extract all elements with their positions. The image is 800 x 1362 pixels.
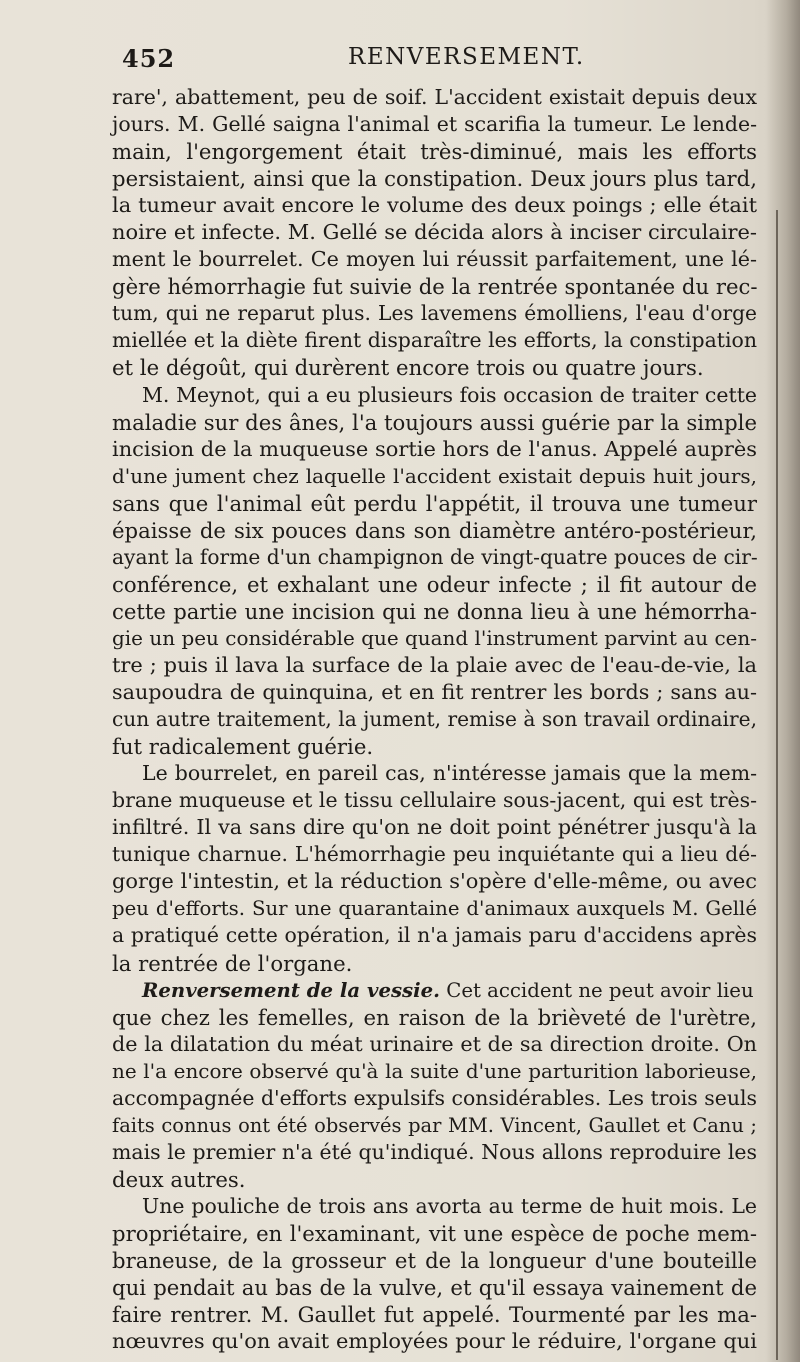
text-line: braneuse, de la grosseur et de la longueur d'une bouteille xyxy=(112,1248,757,1274)
text-line: accompagnée d'efforts expulsifs considérables. Les trois seuls xyxy=(112,1085,758,1110)
paragraph xyxy=(112,382,757,761)
text-line: la tumeur avait encore le volume des deux poings ; elle était xyxy=(112,193,757,218)
text-line: gie un peu considérable que quand l'instrument parvint au cen- xyxy=(112,625,757,650)
text-line: la rentrée de l'organe. xyxy=(112,950,353,976)
text-line: a pratiqué cette opération, il n'a jamais paru d'accidens après xyxy=(112,923,757,948)
text-fragment: Cet accident ne peut avoir lieu xyxy=(440,978,754,1002)
text-line: épaisse de six pouces dans son diamètre antéro-postérieur, xyxy=(112,517,757,543)
text-line: noire et infecte. M. Gellé se décida alors à inciser circulaire- xyxy=(112,220,757,245)
text-line: tre ; puis il lava la surface de la plaie avec de l'eau-de-vie, la xyxy=(112,652,757,677)
text-line: deux autres. xyxy=(112,1166,246,1192)
book-spine-shadow xyxy=(766,0,800,1362)
text-line: infiltré. Il va sans dire qu'on ne doit point pénétrer jusqu'à la xyxy=(112,815,757,840)
text-line: maladie sur des ânes, l'a toujours aussi guérie par la simple xyxy=(112,409,757,435)
text-line: main, l'engorgement était très-diminué, mais les efforts xyxy=(112,139,757,165)
text-line: de la dilatation du méat urinaire et de sa direction droite. On xyxy=(112,1031,757,1056)
text-line: nœuvres qu'on avait employées pour le réduire, l'organe qui xyxy=(112,1329,757,1354)
text-line: faire rentrer. M. Gaullet fut appelé. Tourmenté par les ma- xyxy=(112,1302,757,1328)
text-line xyxy=(112,977,757,1004)
text-line: tum, qui ne reparut plus. Les lavemens émolliens, l'eau d'orge xyxy=(112,301,757,326)
text-line: fut radicalement guérie. xyxy=(112,734,374,760)
text-line: Une pouliche de trois ans avorta au terme de huit mois. Le xyxy=(142,1193,757,1218)
text-line: rare', abattement, peu de soif. L'accident existait depuis deux xyxy=(112,85,757,109)
text-line: gère hémorrhagie fut suivie de la rentrée spontanée du rec- xyxy=(112,274,758,300)
text-line: cette partie une incision qui ne donna lieu à une hémorrha- xyxy=(112,598,757,624)
text-line: brane muqueuse et le tissu cellulaire sous-jacent, qui est très- xyxy=(112,788,757,813)
text-line: et le dégoût, qui durèrent encore trois ou quatre jours. xyxy=(112,355,704,381)
text-line: sans que l'animal eût perdu l'appétit, il trouva une tumeur xyxy=(112,490,757,516)
page-edge-line xyxy=(776,210,778,1360)
paragraph xyxy=(112,760,757,976)
paragraph xyxy=(112,84,757,382)
page-header xyxy=(122,44,722,84)
text-line: cun autre traitement, la jument, remise à son travail ordinaire, xyxy=(112,707,758,732)
text-line: ayant la forme d'un champignon de vingt-quatre pouces de cir- xyxy=(112,544,758,569)
text-line: que chez les femelles, en raison de la brièveté de l'urètre, xyxy=(112,1004,757,1030)
page-number: 452 xyxy=(122,44,176,73)
running-title: RENVERSEMENT. xyxy=(348,44,585,70)
text-line: propriétaire, en l'examinant, vit une espèce de poche mem- xyxy=(112,1220,757,1246)
text-line: gorge l'intestin, et la réduction s'opère d'elle-même, ou avec xyxy=(112,869,757,894)
text-line: saupoudra de quinquina, et en fit rentrer les bords ; sans au- xyxy=(112,680,757,705)
paragraph xyxy=(112,1193,757,1355)
text-line: incision de la muqueuse sortie hors de l'anus. Appelé auprès xyxy=(112,436,757,461)
text-line: jours. M. Gellé saigna l'animal et scarifia la tumeur. Le lende- xyxy=(112,112,757,137)
text-line: tunique charnue. L'hémorrhagie peu inquiétante qui a lieu dé- xyxy=(112,842,757,867)
text-line: M. Meynot, qui a eu plusieurs fois occasion de traiter cette xyxy=(142,382,757,407)
paragraph xyxy=(112,977,757,1193)
body-text xyxy=(112,84,757,1355)
text-line: faits connus ont été observés par MM. Vincent, Gaullet et Canu ; xyxy=(112,1113,757,1137)
text-line: miellée et la diète firent disparaître les efforts, la constipation xyxy=(112,328,757,353)
text-line: persistaient, ainsi que la constipation. Deux jours plus tard, xyxy=(112,166,757,192)
text-line: ment le bourrelet. Ce moyen lui réussit parfaitement, une lé- xyxy=(112,247,757,272)
text-line: ne l'a encore observé qu'à la suite d'une parturition laborieuse, xyxy=(112,1058,757,1083)
section-heading: Renversement de la vessie. xyxy=(142,978,440,1002)
text-line: qui pendait au bas de la vulve, et qu'il essaya vainement de xyxy=(112,1275,757,1301)
text-line: peu d'efforts. Sur une quarantaine d'animaux auxquels M. Gellé xyxy=(112,897,757,921)
text-line: mais le premier n'a été qu'indiqué. Nous allons reproduire les xyxy=(112,1139,757,1164)
text-line: conférence, et exhalant une odeur infecte ; il fit autour de xyxy=(112,571,757,597)
text-line: Le bourrelet, en pareil cas, n'intéresse jamais que la mem- xyxy=(142,761,757,786)
text-line: d'une jument chez laquelle l'accident existait depuis huit jours, xyxy=(112,463,757,488)
